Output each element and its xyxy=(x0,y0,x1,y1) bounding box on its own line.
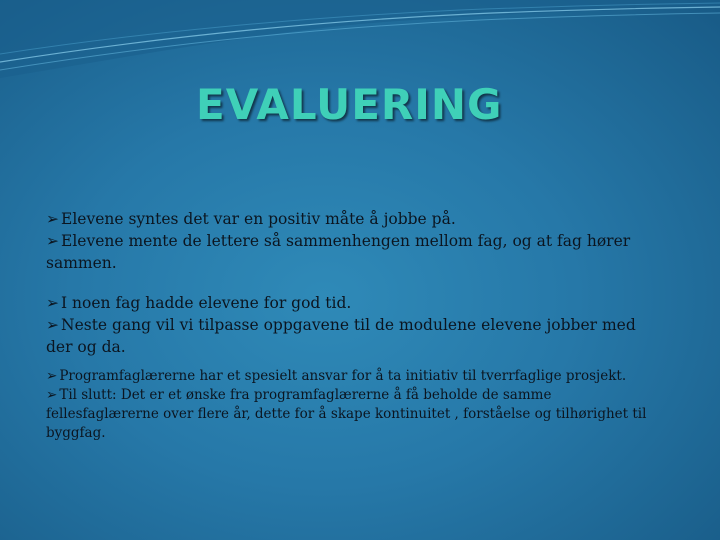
bullet-text: Til slutt: Det er et ønske fra programfaglærerne å få beholde de samme fellesfaglærerne over flere år, dette for å skape kontinuitet , forståelse og tilhørighet til byggfag. xyxy=(46,387,647,441)
decorative-wave xyxy=(0,0,720,90)
arrow-bullet-icon: ➢ xyxy=(46,368,58,384)
bullet-text: Neste gang vil vi tilpasse oppgavene til de modulene elevene jobber med der og da. xyxy=(46,316,636,356)
arrow-bullet-icon: ➢ xyxy=(46,232,59,250)
arrow-bullet-icon: ➢ xyxy=(46,387,58,403)
bullet-item xyxy=(46,314,666,358)
bullet-text: I noen fag hadde elevene for god tid. xyxy=(61,294,352,312)
arrow-bullet-icon: ➢ xyxy=(46,210,59,228)
arrow-bullet-icon: ➢ xyxy=(46,294,59,312)
bullet-item xyxy=(46,386,666,443)
bullet-list xyxy=(46,208,666,443)
bullet-item xyxy=(46,292,666,314)
bullet-item xyxy=(46,367,666,386)
slide-title: EVALUERING xyxy=(196,80,503,129)
bullet-text: Elevene syntes det var en positiv måte å jobbe på. xyxy=(61,210,456,228)
arrow-bullet-icon: ➢ xyxy=(46,316,59,334)
bullet-item xyxy=(46,230,666,274)
bullet-text: Programfaglærerne har et spesielt ansvar for å ta initiativ til tverrfaglige prosjekt. xyxy=(59,368,627,384)
bullet-text: Elevene mente de lettere så sammenhengen mellom fag, og at fag hører sammen. xyxy=(46,232,631,272)
bullet-item xyxy=(46,208,666,230)
